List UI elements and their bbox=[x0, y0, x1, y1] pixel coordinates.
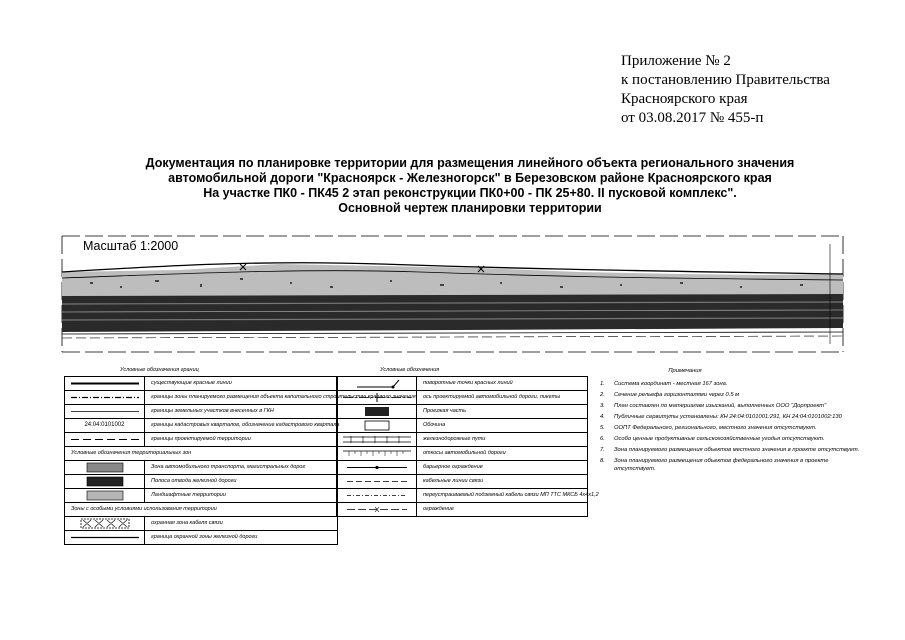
legend-row: откосы автомобильной дороги bbox=[337, 447, 587, 461]
appendix-line-1: Приложение № 2 bbox=[621, 53, 731, 69]
appendix-line-2: к постановлению Правительства bbox=[621, 72, 830, 88]
symbol-barrier-fence bbox=[337, 461, 417, 474]
legend-left-table bbox=[64, 376, 416, 545]
legend-row: Зона автомобильного транспорта, магистральных дорог bbox=[65, 461, 337, 475]
note-item: 6. Особо ценные продуктивные сельскохозяйственные угодья отсутствуют. bbox=[600, 436, 825, 442]
title-line-3: На участке ПК0 - ПК45 2 этап реконструкции ПК0+00 - ПК 25+80. II пусковой комплекс". bbox=[203, 186, 737, 200]
legend-left-header: Условные обозначения границ bbox=[120, 367, 199, 373]
appendix-line-3: Красноярского края bbox=[621, 91, 748, 107]
legend-section: Условные обозначения территориальных зон bbox=[65, 447, 337, 461]
title-line-2: автомобильной дороги "Красноярск - Железногорск" в Березовском районе Красноярского края bbox=[168, 171, 772, 185]
symbol-transport-zone bbox=[65, 461, 145, 474]
map-scale-label: Масштаб 1:2000 bbox=[80, 239, 181, 253]
legend-mid-header: Условные обозначения bbox=[380, 367, 440, 373]
legend-row: границы земельных участков внесенных в ГКН bbox=[65, 405, 337, 419]
symbol-fence bbox=[337, 503, 417, 516]
legend-row: поворотные точки красных линий bbox=[337, 377, 587, 391]
note-item: 5. ООПТ Федерального, регионального, местного значения отсутствуют. bbox=[600, 425, 817, 431]
symbol-project-territory bbox=[65, 433, 145, 446]
symbol-carriageway bbox=[337, 405, 417, 418]
legend-row: кабельные линии связи bbox=[337, 475, 587, 489]
legend-mid-table bbox=[336, 376, 599, 517]
legend-row: границы зоны планируемого размещения объекта капитального строительства краевого значения bbox=[65, 391, 337, 405]
symbol-cable-line bbox=[337, 475, 417, 488]
legend-section: Зоны с особыми условиями использования территории bbox=[65, 503, 337, 517]
legend-row: охранная зона кабеля связи bbox=[65, 517, 337, 531]
title-line-1: Документация по планировке территории для размещения линейного объекта регионального значения bbox=[145, 156, 795, 170]
document-title bbox=[120, 156, 820, 216]
symbol-cadastral-quarter: 24:04:0101002 bbox=[65, 419, 145, 432]
legend-row: железнодорожные пути bbox=[337, 433, 587, 447]
symbol-landscape-zone bbox=[65, 489, 145, 502]
note-item: 2. Сечение рельефа горизонталями через 0.5 м bbox=[600, 392, 740, 398]
symbol-cable-protection-zone bbox=[65, 517, 145, 530]
legend-row: Проезжая часть bbox=[337, 405, 587, 419]
appendix-block bbox=[621, 52, 881, 128]
appendix-line-4: от 03.08.2017 № 455-п bbox=[621, 110, 764, 126]
note-item: 1. Система координат - местная 167 зона. bbox=[600, 381, 728, 387]
note-item: 7. Зона планируемого размещения объектов местного значения в проекте отсутствует. bbox=[600, 447, 860, 453]
note-item: 8. Зона планируемого размещения объектов федерального значения в проекте отсутствует. bbox=[600, 458, 829, 472]
legend-row: Ландшафтные территории bbox=[65, 489, 337, 503]
legend-row: ось проектируемой автомобильной дороги, пикеты bbox=[337, 391, 587, 405]
symbol-shoulder bbox=[337, 419, 417, 432]
symbol-road-axis-pickets bbox=[337, 391, 417, 404]
legend-row: ограждение bbox=[337, 503, 587, 516]
title-line-4: Основной чертеж планировки территории bbox=[338, 201, 602, 215]
legend-row: Обочина bbox=[337, 419, 587, 433]
notes-block bbox=[600, 368, 860, 476]
symbol-red-line-points bbox=[337, 377, 417, 390]
legend-row: 24:04:0101002 границы кадастровых кварталов, обозначение кадастрового квартала bbox=[65, 419, 337, 433]
legend-row: граница охранной зоны железной дороги bbox=[65, 531, 337, 544]
note-item: 3. План составлен по материалам изысканий, выполненных ООО "Дорпроект" bbox=[600, 403, 827, 409]
note-item: 4. Публичные сервитуты установлены: КН 24:04:0101001:291, КН 24:04:0101002:130 bbox=[600, 414, 842, 420]
symbol-railway-tracks bbox=[337, 433, 417, 446]
symbol-zone-boundary bbox=[65, 391, 145, 404]
legend-row: существующие красные линии bbox=[65, 377, 337, 391]
symbol-road-slopes bbox=[337, 447, 417, 460]
symbol-rebuilt-cable bbox=[337, 489, 417, 502]
notes-title: Примечания bbox=[668, 368, 702, 374]
symbol-railway-zone bbox=[65, 475, 145, 488]
legend-row: границы проектируемой территории bbox=[65, 433, 337, 447]
legend-row: переустраиваемый подземный кабель связи МП ТТС МКСБ 4х4х1,2 bbox=[337, 489, 587, 503]
legend-row: Полоса отвода железной дороги bbox=[65, 475, 337, 489]
symbol-red-line-solid bbox=[65, 377, 145, 390]
symbol-railway-protection-zone bbox=[65, 531, 145, 544]
symbol-land-plot-boundary bbox=[65, 405, 145, 418]
legend-row: барьерное ограждение bbox=[337, 461, 587, 475]
